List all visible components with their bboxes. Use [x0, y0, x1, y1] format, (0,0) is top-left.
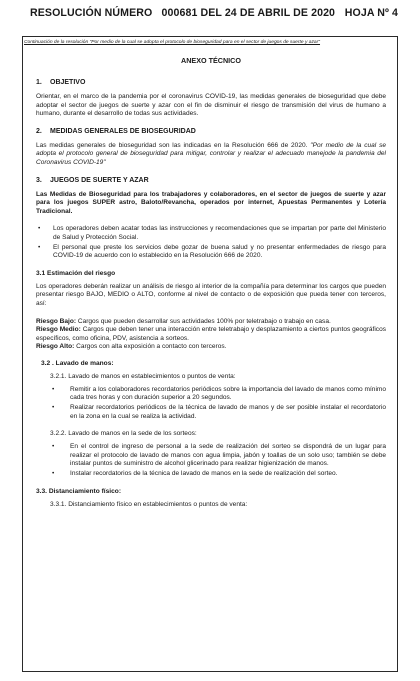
bullet-icon: •	[52, 443, 55, 451]
section-number: 2.	[36, 127, 42, 135]
risk-medium-label: Riesgo Medio:	[36, 326, 81, 334]
subsubsection-heading-sede-sorteos: 3.2.2. Lavado de manos en la sede de los sorteos:	[50, 430, 197, 438]
medidas-quote: "Por medio de la cual se adopta el protocolo general de bioseguridad para mitigar, controlar y realizar el adecuado manejode la pandemia del Coronavirus COVID-19"	[36, 141, 386, 166]
list-item: • Remitir a los colaboradores recordatorios periódicos sobre la importancia del lavado de manos como mínimo cada tres horas y con duración superior a 20 segundos.	[52, 385, 386, 402]
section-title: MEDIDAS GENERALES DE BIOSEGURIDAD	[50, 127, 196, 135]
juegos-bullet-list	[36, 225, 386, 260]
lavado-sede-sorteos-list	[50, 443, 386, 478]
bullet-icon: •	[38, 225, 41, 233]
bullet-icon: •	[52, 385, 55, 393]
risk-low: Riesgo Bajo: Cargos que pueden desarrollar sus actividades 100% por teletrabajo o trabajo en casa.	[36, 317, 331, 325]
list-item: • En el control de ingreso de personal a la sede de realización del sorteo se dispondrá de un lugar para realizar el protocolo de lavado de manos con agua limpia, jabón y toallas de un solo uso; también se debe instalar puntos de suministro de alcohol glicerinado para realizar higienización de manos.	[52, 443, 386, 468]
lavado-puntos-venta-list	[50, 386, 386, 421]
risk-high-label: Riesgo Alto:	[36, 343, 75, 351]
section-heading-objetivo	[36, 79, 386, 86]
section-title: OBJETIVO	[50, 79, 86, 86]
list-item: • Realizar recordatorios periódicos de la técnica de lavado de manos y de ser posible instalar el recordatorio en la zona en la cual se realiza la actividad.	[52, 404, 386, 420]
list-item: • El personal que preste los servicios debe gozar de buena salud y no presentar enfermedades de riesgo para COVID-19 de acuerdo con lo establecido en la Resolución 666 de 2020.	[38, 243, 386, 260]
section-heading-juegos	[36, 177, 386, 184]
subsection-heading-lavado: 3.2 . Lavado de manos:	[41, 359, 114, 367]
subsubsection-heading-puntos-venta: 3.2.1. Lavado de manos en establecimientos o puntos de venta:	[50, 372, 236, 380]
section-body-objetivo: Orientar, en el marco de la pandemia por el coronavirus COVID-19, las medidas generales de bioseguridad que debe adoptar el sector de juegos de suerte y azar con el fin de disminuir el riesgo de transmisión del virus de humano a humano, durante el desarrollo de todas sus actividades.	[36, 93, 386, 118]
subsection-heading-riesgo: 3.1 Estimación del riesgo	[36, 269, 116, 277]
continuation-line: Continuación de la resolución "Por medio de la cual se adopta el protocolo de bioseguridad para en el sector de juegos de suerte y azar"	[24, 40, 321, 45]
subsection-heading-distanciamiento: 3.3. Distanciamiento físico:	[36, 487, 122, 495]
bullet-icon: •	[38, 243, 41, 251]
bullet-icon: •	[52, 470, 55, 478]
list-item: • Los operadores deben acatar todas las instrucciones y recomendaciones que se impartan por parte del Ministerio de Salud y Protección Social.	[38, 225, 386, 241]
bullet-icon: •	[52, 404, 55, 412]
document-body	[36, 56, 386, 514]
risk-medium: Riesgo Medio: Cargos que deben tener una interacción entre teletrabajo y desplazamiento a ciertos puntos geográficos específicos, como oficina, PDV, asistencia a sorteos.	[36, 326, 386, 342]
subsubsection-heading-distanciamiento-puntos: 3.3.1. Distanciamiento físico en establecimientos o puntos de venta:	[50, 500, 248, 508]
section-number: 3.	[36, 176, 42, 184]
risk-low-label: Riesgo Bajo:	[36, 317, 77, 325]
risk-high: Riesgo Alto: Cargos con alta exposición a contacto con terceros.	[36, 343, 227, 351]
list-item: • Instalar recordatorios de la técnica de lavado de manos en la sede de realización del sorteo.	[52, 470, 338, 478]
section-body-medidas	[36, 142, 386, 168]
section-heading-medidas	[36, 128, 386, 135]
annex-title: ANEXO TÉCNICO	[181, 56, 241, 65]
section-number: 1.	[36, 79, 42, 86]
section-intro-juegos: Las Medidas de Bioseguridad para los trabajadores y colaboradores, en el sector de juegos de suerte y azar para los juegos SUPER astro, Baloto/Revancha, operados por internet, Apuestas Permanentes y Lotería Tradicional.	[36, 190, 386, 215]
resolution-number: RESOLUCIÓN NÚMERO 000681 DEL 24 DE ABRIL DE 2020	[30, 7, 336, 19]
section-title: JUEGOS DE SUERTE Y AZAR	[50, 176, 149, 184]
subsection-body-riesgo: Los operadores deberán realizar un análisis de riesgo al interior de la compañía para determinar los cargos que pueden presentar riesgo BAJO, MEDIO o ALTO, conforme al nivel de contacto o de exposición que pueda tener con terceros, así:	[36, 282, 386, 307]
sheet-number: HOJA Nº 4	[344, 7, 398, 19]
medidas-text: Las medidas generales de bioseguridad son las indicadas en la Resolución 666 de 2020.	[36, 141, 311, 149]
page-header	[30, 7, 398, 23]
